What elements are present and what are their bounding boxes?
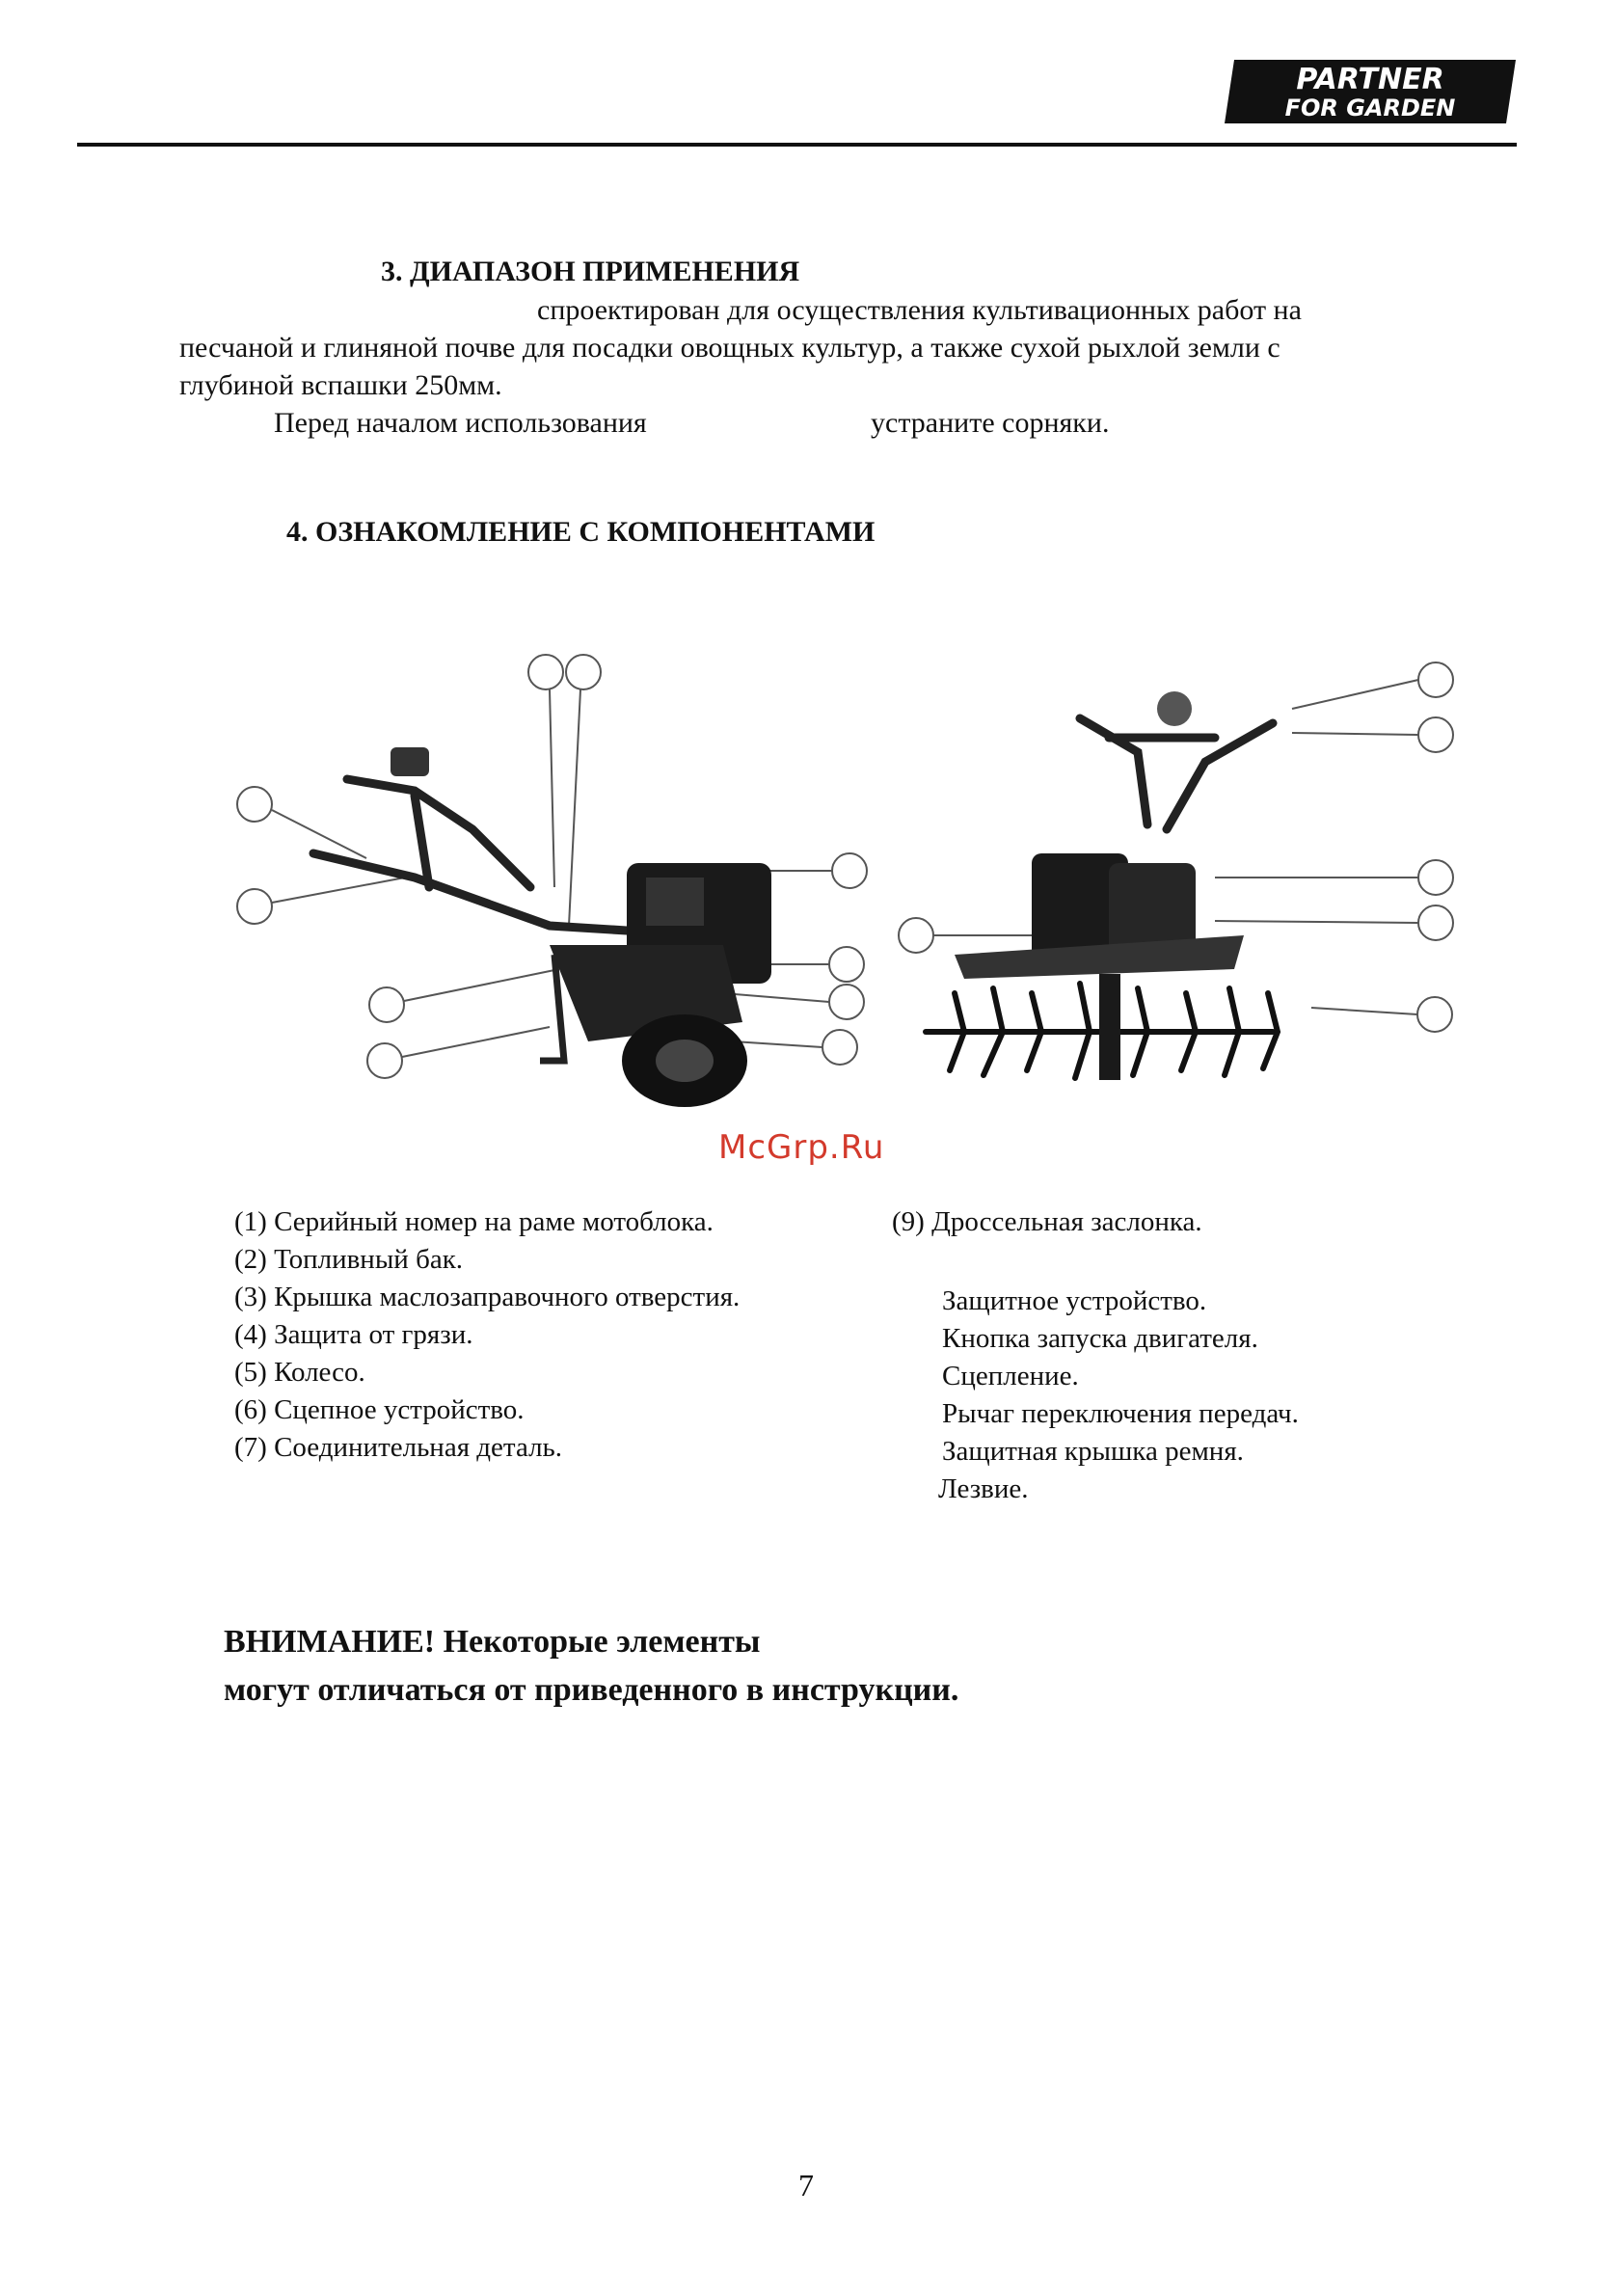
list-item: Рычаг переключения передач. [942,1398,1299,1429]
logo-line1: PARTNER [1296,63,1444,96]
section3-line2: песчаной и глиняной почве для посадки овощных культур, а также сухой рыхлой земли с [179,332,1280,364]
callout-circle [829,985,864,1019]
watermark: McGrp.Ru [718,1128,885,1167]
list-item: (4) Защита от грязи. [234,1319,473,1350]
callout-circle [1418,860,1453,895]
list-item: (2) Топливный бак. [234,1244,464,1275]
section4-title: 4. ОЗНАКОМЛЕНИЕ С КОМПОНЕНТАМИ [286,516,876,548]
tiller-illustration [887,646,1485,1128]
list-item: (3) Крышка маслозаправочного отверстия. [234,1282,741,1312]
warning-block [224,1618,958,1715]
list-item: Защитная крышка ремня. [942,1436,1244,1467]
section3-line4b: устраните сорняки. [871,407,1110,439]
callout-circle [369,987,404,1022]
list-item: Кнопка запуска двигателя. [942,1323,1258,1354]
callout-circle [832,853,867,888]
components-right-first: (9) Дроссельная заслонка. [892,1206,1202,1237]
section3-title: 3. ДИАПАЗОН ПРИМЕНЕНИЯ [381,256,800,287]
section3-line1: спроектирован для осуществления культивационных работ на [537,294,1302,326]
callout-circle [829,947,864,982]
warning-line2: могут отличаться от приведенного в инструкции. [224,1672,959,1708]
list-item: Лезвие. [938,1473,1029,1504]
callout-circle [237,889,272,924]
callout-circle [1418,662,1453,697]
list-item: (1) Серийный номер на раме мотоблока. [234,1206,714,1237]
callout-circle [1418,905,1453,940]
section3-line4a: Перед началом использования [274,407,647,439]
list-item: (7) Соединительная деталь. [234,1432,563,1463]
page-number: 7 [798,2168,814,2202]
list-item: Сцепление. [942,1361,1079,1391]
callout-circle [367,1043,402,1078]
list-item: (6) Сцепное устройство. [234,1394,525,1425]
warning-line1: ВНИМАНИЕ! Некоторые элементы [224,1624,761,1660]
callout-circle [822,1030,857,1065]
logo-line2: FOR GARDEN [1284,95,1456,122]
callout-circle [899,918,933,953]
callout-circle [237,787,272,822]
list-item: (5) Колесо. [234,1357,365,1388]
callout-circle [1417,997,1452,1032]
callout-circle [528,655,563,689]
section3-line3: глубиной вспашки 250мм. [179,369,502,401]
callout-circle [566,655,601,689]
header-rule [77,143,1517,147]
components-right-list [938,1283,1299,1508]
motoblock-side-illustration [222,636,897,1138]
list-item: Защитное устройство. [942,1285,1207,1316]
components-left-list [234,1203,740,1467]
partner-for-garden-logo [1225,60,1516,123]
callout-circle [1418,717,1453,752]
